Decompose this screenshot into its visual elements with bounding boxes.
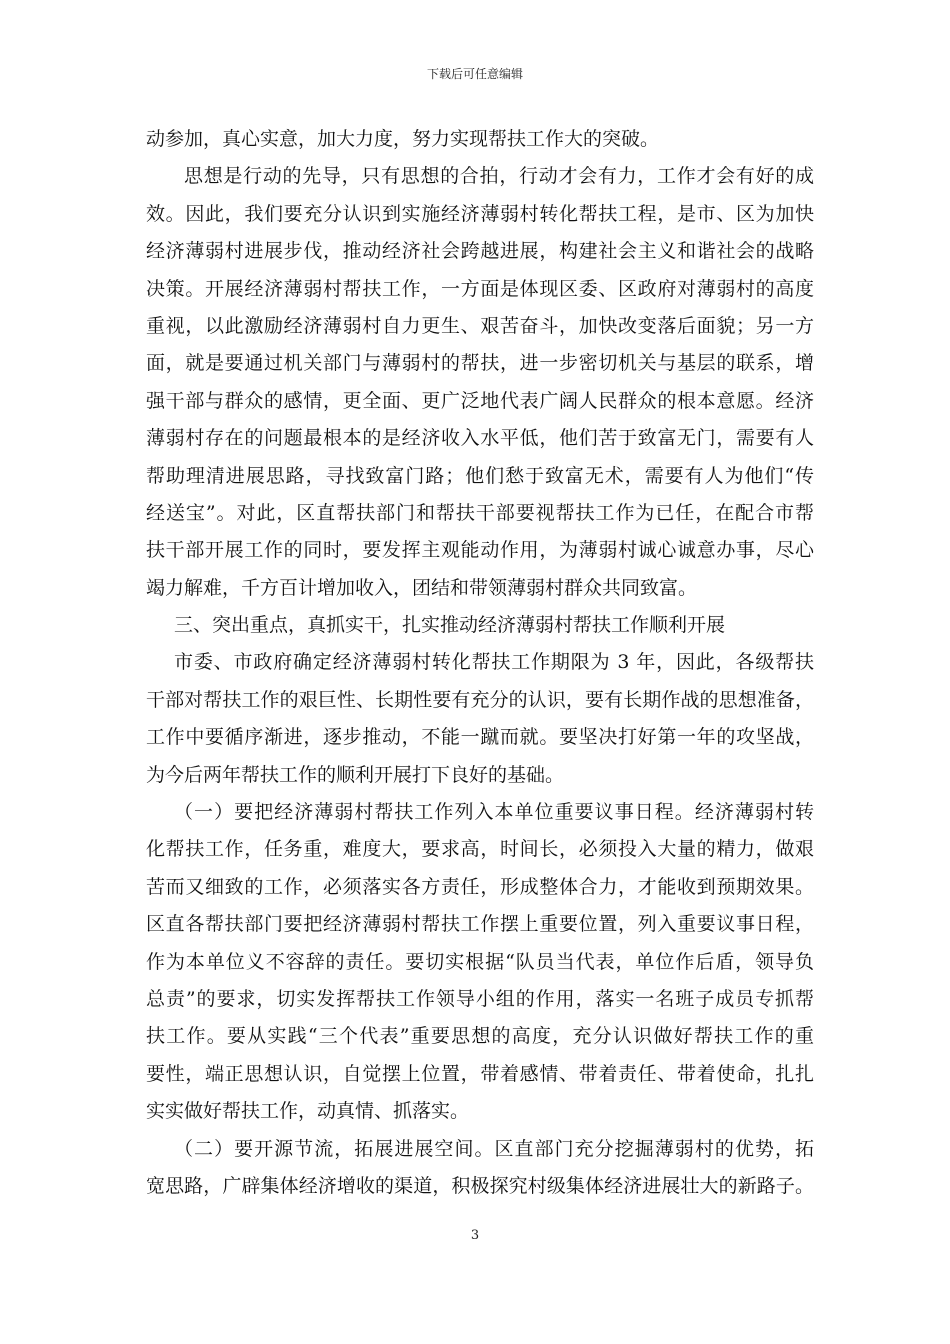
text-line: 思想是行动的先导，只有思想的合拍，行动才会有力，工作才会有好的成 (184, 165, 814, 188)
text-line: 效。因此，我们要充分认识到实施经济薄弱村转化帮扶工程，是市、区为加快 (146, 202, 814, 225)
text-line: 化帮扶工作，任务重，难度大，要求高，时间长，必须投入大量的精力，做艰 (146, 838, 814, 861)
text-line: 市委、市政府确定经济薄弱村转化帮扶工作期限为 3 年，因此，各级帮扶 (174, 651, 814, 674)
text-line: 扶工作。要从实践“三个代表”重要思想的高度，充分认识做好帮扶工作的重 (146, 1025, 814, 1048)
text-line: 干部对帮扶工作的艰巨性、长期性要有充分的认识，要有长期作战的思想准备， (146, 688, 814, 711)
text-line: 强干部与群众的感情，更全面、更广泛地代表广阔人民群众的根本意愿。经济 (146, 389, 814, 412)
text-line: 区直各帮扶部门要把经济薄弱村帮扶工作摆上重要位置，列入重要议事日程， (146, 913, 814, 936)
text-line: 经送宝”。对此，区直帮扶部门和帮扶干部要视帮扶工作为已任，在配合市帮 (146, 501, 814, 524)
text-line: 薄弱村存在的问题最根本的是经济收入水平低，他们苦于致富无门，需要有人 (146, 427, 814, 450)
text-line: 决策。开展经济薄弱村帮扶工作，一方面是体现区委、区政府对薄弱村的高度 (146, 277, 814, 300)
text-line: 竭力解难，千方百计增加收入，团结和带领薄弱村群众共同致富。 (146, 576, 698, 599)
text-line: 作为本单位义不容辞的责任。要切实根据“队员当代表，单位作后盾，领导负 (146, 950, 814, 973)
page-number: 3 (470, 1228, 480, 1243)
text-line: （一）要把经济薄弱村帮扶工作列入本单位重要议事日程。经济薄弱村转 (174, 801, 814, 824)
text-line: 为今后两年帮扶工作的顺利开展打下良好的基础。 (146, 763, 565, 786)
text-line: 工作中要循序渐进，逐步推动，不能一蹴而就。要坚决打好第一年的攻坚战， (146, 726, 814, 749)
text-line: 面，就是要通过机关部门与薄弱村的帮扶，进一步密切机关与基层的联系，增 (146, 352, 814, 375)
text-line: 实实做好帮扶工作，动真情、抓落实。 (146, 1100, 470, 1123)
text-line: 苦而又细致的工作，必须落实各方责任，形成整体合力，才能收到预期效果。 (146, 875, 814, 898)
text-line: （二）要开源节流，拓展进展空间。区直部门充分挖掘薄弱村的优势，拓 (174, 1137, 814, 1160)
text-line: 动参加，真心实意，加大力度，努力实现帮扶工作大的突破。 (146, 128, 660, 150)
body-text (146, 121, 814, 1205)
text-line: 总责”的要求，切实发挥帮扶工作领导小组的作用，落实一名班子成员专抓帮 (146, 987, 814, 1010)
text-line: 扶干部开展工作的同时，要发挥主观能动作用，为薄弱村诚心诚意办事，尽心 (146, 539, 814, 562)
text-line: 宽思路，广辟集体经济增收的渠道，积极探究村级集体经济进展壮大的新路子。 (146, 1174, 814, 1197)
text-line: 重视，以此激励经济薄弱村自力更生、艰苦奋斗，加快改变落后面貌；另一方 (146, 314, 814, 337)
text-line: 帮助理清进展思路，寻找致富门路；他们愁于致富无术，需要有人为他们“传 (146, 464, 814, 487)
text-line: 经济薄弱村进展步伐，推动经济社会跨越进展，构建社会主义和谐社会的战略 (146, 240, 814, 263)
page-header: 下载后可任意编辑 (426, 67, 523, 81)
text-line: 三、突出重点，真抓实干，扎实推动经济薄弱村帮扶工作顺利开展 (174, 614, 726, 637)
text-line: 要性，端正思想认识，自觉摆上位置，带着感情、带着责任、带着使命，扎扎 (146, 1062, 814, 1085)
